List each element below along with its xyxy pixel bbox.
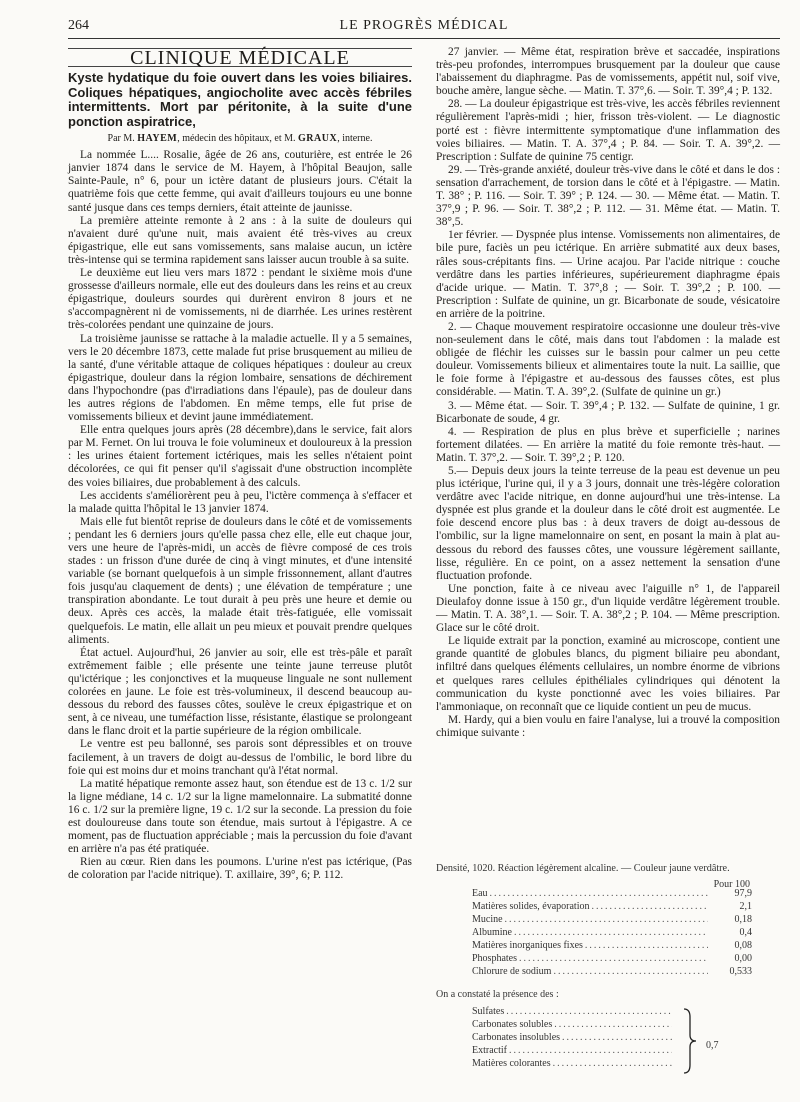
row-label: Albumine <box>472 927 512 938</box>
leader-dots <box>562 1031 672 1044</box>
left-body <box>68 149 412 882</box>
row-value: 2,1 <box>739 901 752 912</box>
table-row <box>472 926 752 939</box>
paragraph: 4. — Respiration de plus en plus brève et superficielle ; narines fortement dilatées. — En arrière la matité du foie remonte très-haut. — Matin. T. 37°,2. — Soir. T. 39°,2 ; P. 120. <box>436 425 780 464</box>
row-label: Mucine <box>472 914 503 925</box>
row-label: Eau <box>472 888 488 899</box>
paragraph: 28. — La douleur épigastrique est très-vive, les accès fébriles reviennent régulièrement l'après-midi ; hier, frisson très-violent. — Le diagnostic porté est : fièvre intermittente symptomatique d'une inflammation des voies biliaires. — Matin. T. A. 37°,4 ; P. 84. — Soir. T. A. 39°,2. — Prescription : Sulfate de quinine 75 centigr. <box>436 98 780 163</box>
row-label: Sulfates <box>472 1006 505 1017</box>
leader-dots <box>519 952 708 965</box>
page-header <box>68 18 780 38</box>
row-value: 97,9 <box>734 888 752 899</box>
leader-dots <box>585 939 708 952</box>
row-label: Chlorure de sodium <box>472 966 552 977</box>
paragraph: Elle entra quelques jours après (28 décembre),dans le service, fait alors par M. Fernet. On lui trouva le foie volumineux et douloureux à la pression : les urines étaient fortement ictériques, mais les selles n'étaient point décolorées, ce qui fit penser qu'il s'agissait d'une obstruction incomplète des voies biliaires, due probablement à des calculs. <box>68 424 412 489</box>
paragraph: 2. — Chaque mouvement respiratoire occasionne une douleur très-vive non-seulement dans le côté, mais dans tout l'abdomen : la malade est obligée de fléchir les cuisses sur le bassin pour calmer un peu cette douleur. Vomissements bilieux et alimentaires toute la nuit. La saillie, que le foie forme à l'épigastre et au-dessous des fausses côtes, est plus considérable. — Matin. T. A. 39°,2. (Sulfate de quinine un gr.) <box>436 320 780 399</box>
leader-dots <box>553 1057 672 1070</box>
paragraph: La troisième jaunisse se rattache à la maladie actuelle. Il y a 5 semaines, vers le 20 décembre 1873, cette malade fut prise brusquement au milieu de la santé, d'une véritable attaque de coliques hépatiques : douleur au creux épigastrique, douleur dans la région lombaire, sensations de déchirement dans l'hypochondre (pas d'irradiations dans l'épaule), pas de douleur dans les autres régions de l'abdomen. En même temps, elle fut prise de vomissements bilieux et devint jaune immédiatement. <box>68 332 412 424</box>
running-head: LE PROGRÈS MÉDICAL <box>339 18 509 33</box>
paragraph: Les accidents s'améliorèrent peu à peu, l'ictère commença à s'effacer et la malade quitta l'hôpital le 13 janvier 1874. <box>68 489 412 515</box>
paragraph: Le ventre est peu ballonné, ses parois sont dépressibles et on trouve facilement, à un travers de doigt au-dessus de l'ombilic, le bord libre du foie qui est moins dur et moins tranchant qu'à l'état normal. <box>68 738 412 777</box>
leader-dots <box>554 1018 672 1031</box>
row-label: Matières colorantes <box>472 1058 551 1069</box>
row-label: Matières solides, évaporation <box>472 901 590 912</box>
pour-cent-label: Pour 100 <box>713 879 750 890</box>
table-row <box>472 1044 672 1057</box>
row-value: 0,08 <box>734 940 752 951</box>
leader-dots <box>509 1044 672 1057</box>
byline-prefix: Par M. <box>107 133 135 145</box>
header-rule <box>68 38 780 39</box>
row-label: Extractif <box>472 1045 507 1056</box>
author-hayem: HAYEM <box>137 133 178 145</box>
row-value: 0,4 <box>739 927 752 938</box>
byline <box>68 132 412 145</box>
paragraph: La première atteinte remonte à 2 ans : à la suite de douleurs qui n'avaient duré qu'une nuit, mais avaient été très-vives au creux épigastrique, elle eut sans vomissements, sans malaise aucun, un ictère très-intense qui se termina rapidement sans laisser aucun trouble à sa suite. <box>68 214 412 266</box>
byline-role-2: , interne. <box>337 133 373 145</box>
table-row <box>472 1018 672 1031</box>
analysis-table <box>436 862 780 1070</box>
row-label: Carbonates solubles <box>472 1019 553 1030</box>
table-row <box>472 913 752 926</box>
paragraph: La matité hépatique remonte assez haut, son étendue est de 13 c. 1/2 sur la ligne médiane, 14 c. 1/2 sur la ligne mamelonnaire. La submatité donne 16 c. 1/2 sur la première ligne, 19 c. 1/2 sur la seconde. La pression du foie est douloureuse dans toute son étendue, mais surtout à l'épigastre. A ce moment, pas de fluctuation appréciable ; mais la percussion du foie d'avant en arrière n'a pas été pratiquée. <box>68 777 412 856</box>
table-row <box>472 939 752 952</box>
table-row <box>472 1031 672 1044</box>
leader-dots <box>505 913 708 926</box>
paragraph: 5.— Depuis deux jours la teinte terreuse de la peau est devenue un peu plus ictérique, l'urine qui, il y a 3 jours, donnait une très-légère coloration verdâtre avec l'acide nitrique, en donne aujourd'hui une très-intense. La dyspnée est plus grande et la douleur dans le côté droit est augmentée. Le foie descend encore plus bas : à deux travers de doigt au-dessous de l'ombilic, sur la ligne mamelonnaire on sent, en posant la main à plat au-dessous du rebord des fausses côtes, une voussure légèrement saillante, lisse, régulière. En ce point, on a assez nettement la sensation d'une fluctuation profonde. <box>436 465 780 582</box>
analysis-rows <box>436 887 780 978</box>
table-row <box>472 952 752 965</box>
row-label: Phosphates <box>472 953 517 964</box>
paragraph: Le deuxième eut lieu vers mars 1872 : pendant le sixième mois d'une grossesse d'ailleurs normale, elle eut des douleurs dans les reins et au creux épigastrique, douleurs sourdes qui durèrent environ 8 jours et ne s'accompagnèrent ni de vomissements, ni de diarrhée. Les urines restèrent très-colorées pendant une quinzaine de jours. <box>68 267 412 332</box>
paragraph: Une ponction, faite à ce niveau avec l'aiguille n° 1, de l'appareil Dieulafoy donne issue à 150 gr., d'un liquide verdâtre légèrement trouble. — Matin. T. A. 38°,1. — Soir. T. A. 38°,2 ; P. 104. — Même prescription. Glace sur le côté droit. <box>436 582 780 635</box>
row-label: Matières inorganiques fixes <box>472 940 583 951</box>
paragraph: 27 janvier. — Même état, respiration brève et saccadée, inspirations très-peu profondes, interrompues brusquement par la douleur que cause l'abaissement du diaphragme. Pas de vomissements, appétit nul, soif vive, bouche amère, langue sèche. — Matin. T. 37°,6. — Soir. T. 39°,4 ; P. 132. <box>436 46 780 98</box>
paragraph: M. Hardy, qui a bien voulu en faire l'analyse, lui a trouvé la composition chimique suivante : <box>436 713 780 739</box>
leader-dots <box>553 965 708 978</box>
row-value: 0,533 <box>729 966 752 977</box>
paragraph: 29. — Très-grande anxiété, douleur très-vive dans le côté et dans le dos : sensation d'arrachement, de torsion dans le côté et à l'épigastre. — Matin. T. 38° ; P. 116. — Soir. T. 39° ; P. 124. — 30. — Même état. — Matin. T. 37°,9 ; P. 96. — Soir. T. 38°,2 ; P. 112. — 31. Même état. — Matin. T. 38°,5. <box>436 163 780 229</box>
presence-group <box>436 1005 780 1070</box>
curly-brace-icon <box>682 1007 700 1075</box>
presence-value: 0,7 <box>706 1040 719 1051</box>
paragraph: La nommée L.... Rosalie, âgée de 26 ans, couturière, est entrée le 26 janvier 1874 dans le service de M. Hayem, à l'hôpital Beaujon, salle Sainte-Paule, n° 6, pour un ictère datant de plusieurs jours. C'était la quatrième fois que cette femme, qui avait d'ailleurs toujours eu une bonne santé jusque dans ces temps derniers, était atteinte de jaunisse. <box>68 149 412 214</box>
row-value: 0,00 <box>734 953 752 964</box>
table-row <box>472 1057 672 1070</box>
presence-label: On a constaté la présence des : <box>436 989 559 1000</box>
section-title: CLINIQUE MÉDICALE <box>68 48 412 67</box>
presence-rows <box>436 1005 780 1070</box>
leader-dots <box>506 1005 672 1018</box>
analysis-header: Densité, 1020. Réaction légèrement alcaline. — Couleur jaune verdâtre. <box>436 863 730 874</box>
article-title: Kyste hydatique du foie ouvert dans les voies biliaires. Coliques hépatiques, angiocholite avec accès fébriles intermittents. Mort par péritonite, à la suite d'une ponction aspiratrice, <box>68 70 412 129</box>
author-graux: GRAUX <box>298 133 338 145</box>
row-value: 0,18 <box>734 914 752 925</box>
row-label: Carbonates insolubles <box>472 1032 561 1043</box>
byline-role-1: , médecin des hôpitaux, et M. <box>177 133 296 145</box>
paragraph: Mais elle fut bientôt reprise de douleurs dans le côté et de vomissements ; pendant les 6 derniers jours qu'elle passa chez elle, elle eut chaque jour, vers une heure de l'après-midi, un accès de fièvre composé de ces trois stades : un frisson d'une durée de cinq à vingt minutes, et d'une intensité variable (se bornant quelquefois à un simple frissonnement, allant d'autres fois jusqu'au claquement de dents) ; une élévation de température ; une transpiration abondante. Le tout durait à peu près une heure et demie ou deux. Après ces accès, la malade était très-fatiguée, elle vomissait quelquefois. Le matin, elle allait un peu mieux et pouvait prendre quelques aliments. <box>68 515 412 646</box>
page-number: 264 <box>68 18 89 33</box>
table-row <box>472 965 752 978</box>
paragraph: État actuel. Aujourd'hui, 26 janvier au soir, elle est très-pâle et paraît extrêmement faible ; elle présente une teinte jaune terreuse plutôt qu'ictérique ; les conjonctives et la muqueuse linguale ne sont nullement colorées en jaune. Le foie est très-volumineux, il descend beaucoup au-dessous du rebord des fausses côtes, soulève le creux épigastrique et on sent, à ce niveau, une tuméfaction lisse, résistante, élastique se prolongeant dans le flanc droit et la partie supérieure de la région ombilicale. <box>68 646 412 738</box>
paragraph: 3. — Même état. — Soir. T. 39°,4 ; P. 132. — Sulfate de quinine, 1 gr. Bicarbonate de soude, 4 gr. <box>436 399 780 425</box>
table-row <box>472 887 752 900</box>
paragraph: Rien au cœur. Rien dans les poumons. L'urine n'est pas ictérique, (Pas de coloration par l'acide nitrique). T. axillaire, 39°, 6; P. 112. <box>68 856 412 882</box>
right-body <box>436 46 780 740</box>
table-row <box>472 900 752 913</box>
table-row <box>472 1005 672 1018</box>
paragraph: 1er février. — Dyspnée plus intense. Vomissements non alimentaires, de bile pure, faciès un peu ictérique. En arrière submatité aux deux bases, râles sous-crépitants fins. — Urine acajou. Par l'acide nitrique : couche verdâtre dans les parties inférieures, supérieurement diaphragme épais d'acide urique. — Matin. T. 37°,8 ; — Soir. T. 39°,2 ; P. 100. — Prescription : Sulfate de quinine, un gr. Bicarbonate de soude, vésicatoire en arrière de la poitrine. <box>436 229 780 320</box>
right-column <box>436 46 780 740</box>
left-column <box>68 46 412 882</box>
leader-dots <box>490 887 708 900</box>
paragraph: Le liquide extrait par la ponction, examiné au microscope, contient une grande quantité de globules blancs, du pigment biliaire peu abondant, infiltré dans quelques éléments cellulaires, un nombre énorme de vibrions et quelques rares cellules épithéliales cylindriques qui dénotent la communication du kyste ponctionné avec les voies biliaires. Par l'ammoniaque, on reconnaît que ce liquide contient un peu de mucus. <box>436 635 780 713</box>
leader-dots <box>591 900 708 913</box>
leader-dots <box>514 926 708 939</box>
